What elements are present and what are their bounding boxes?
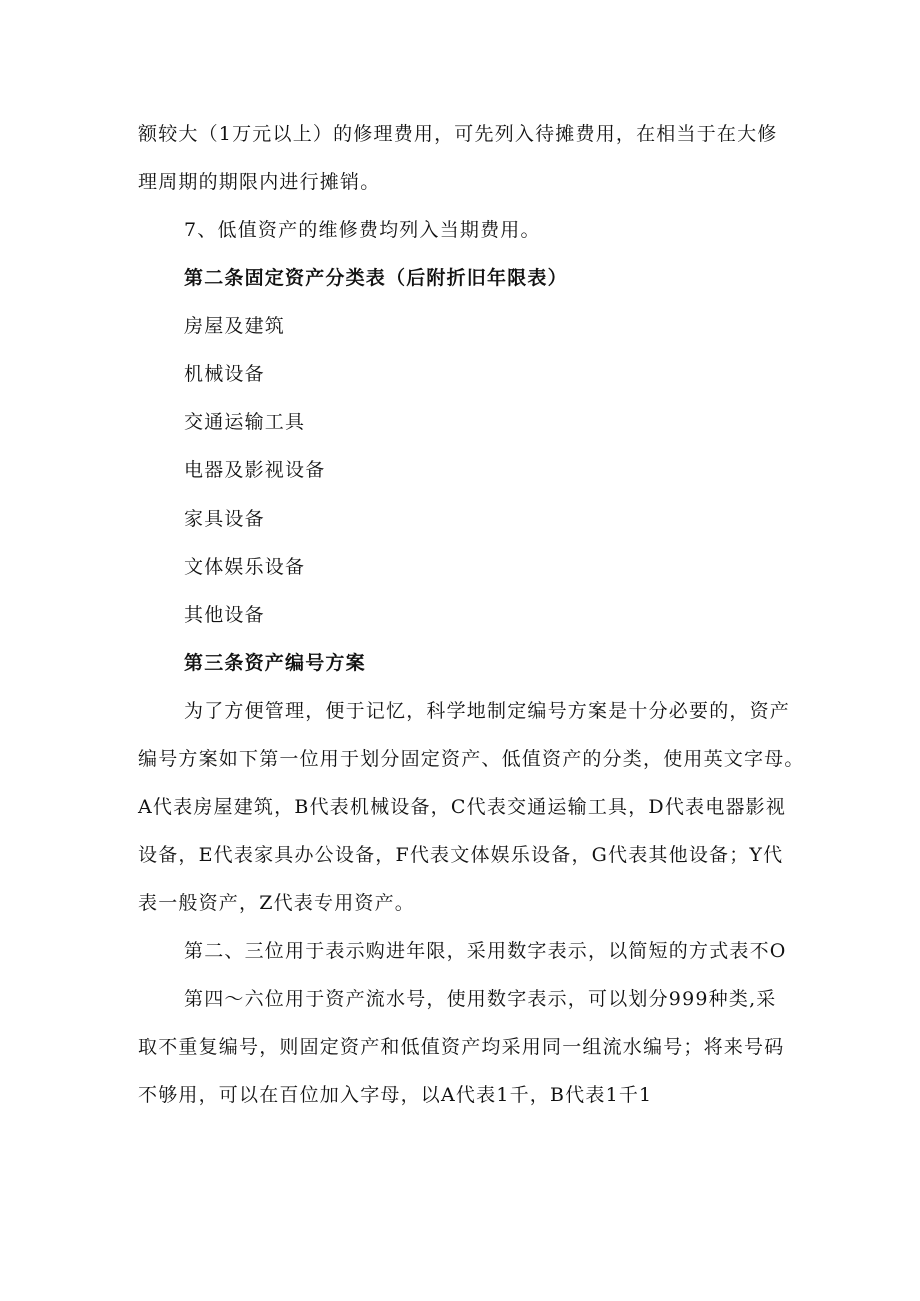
category-item: 其他设备 — [184, 604, 265, 626]
paragraph-3-line-4: 设备，E代表家具办公设备，F代表文体娱乐设备，G代表其他设备；Y代 — [138, 844, 784, 866]
paragraph-5-line-1: 第四～六位用于资产流水号，使用数字表示，可以划分999种类,采 — [184, 988, 777, 1010]
section-3-heading: 第三条资产编号方案 — [184, 652, 366, 674]
paragraph-3-line-5: 表一般资产，Z代表专用资产。 — [138, 892, 416, 914]
section-2-heading: 第二条固定资产分类表（后附折旧年限表） — [184, 267, 568, 289]
paragraph-5-line-2: 取不重复编号，则固定资产和低值资产均采用同一组流水编号；将来号码 — [138, 1036, 785, 1058]
paragraph-3-line-1: 为了方便管理，便于记忆，科学地制定编号方案是十分必要的，资产 — [184, 700, 791, 722]
paragraph-2: 7、低值资产的维修费均列入当期费用。 — [184, 219, 541, 241]
paragraph-3-line-2: 编号方案如下第一位用于划分固定资产、低值资产的分类，使用英文字母。 — [138, 748, 805, 770]
category-item: 房屋及建筑 — [184, 315, 286, 337]
paragraph-1-line-2: 理周期的期限内进行摊销。 — [138, 171, 381, 193]
category-item: 机械设备 — [184, 363, 265, 385]
category-item: 电器及影视设备 — [184, 459, 326, 481]
paragraph-4: 第二、三位用于表示购进年限，采用数字表示，以简短的方式表不O — [184, 940, 787, 962]
paragraph-5-line-3: 不够用，可以在百位加入字母，以A代表1千，B代表1千1 — [138, 1084, 653, 1106]
paragraph-1-line-1: 额较大（1万元以上）的修理费用，可先列入待摊费用，在相当于在大修 — [138, 123, 778, 145]
category-item: 交通运输工具 — [184, 411, 306, 433]
category-item: 文体娱乐设备 — [184, 556, 306, 578]
paragraph-3-line-3: A代表房屋建筑，B代表机械设备，C代表交通运输工具，D代表电器影视 — [138, 796, 787, 818]
category-item: 家具设备 — [184, 508, 265, 530]
